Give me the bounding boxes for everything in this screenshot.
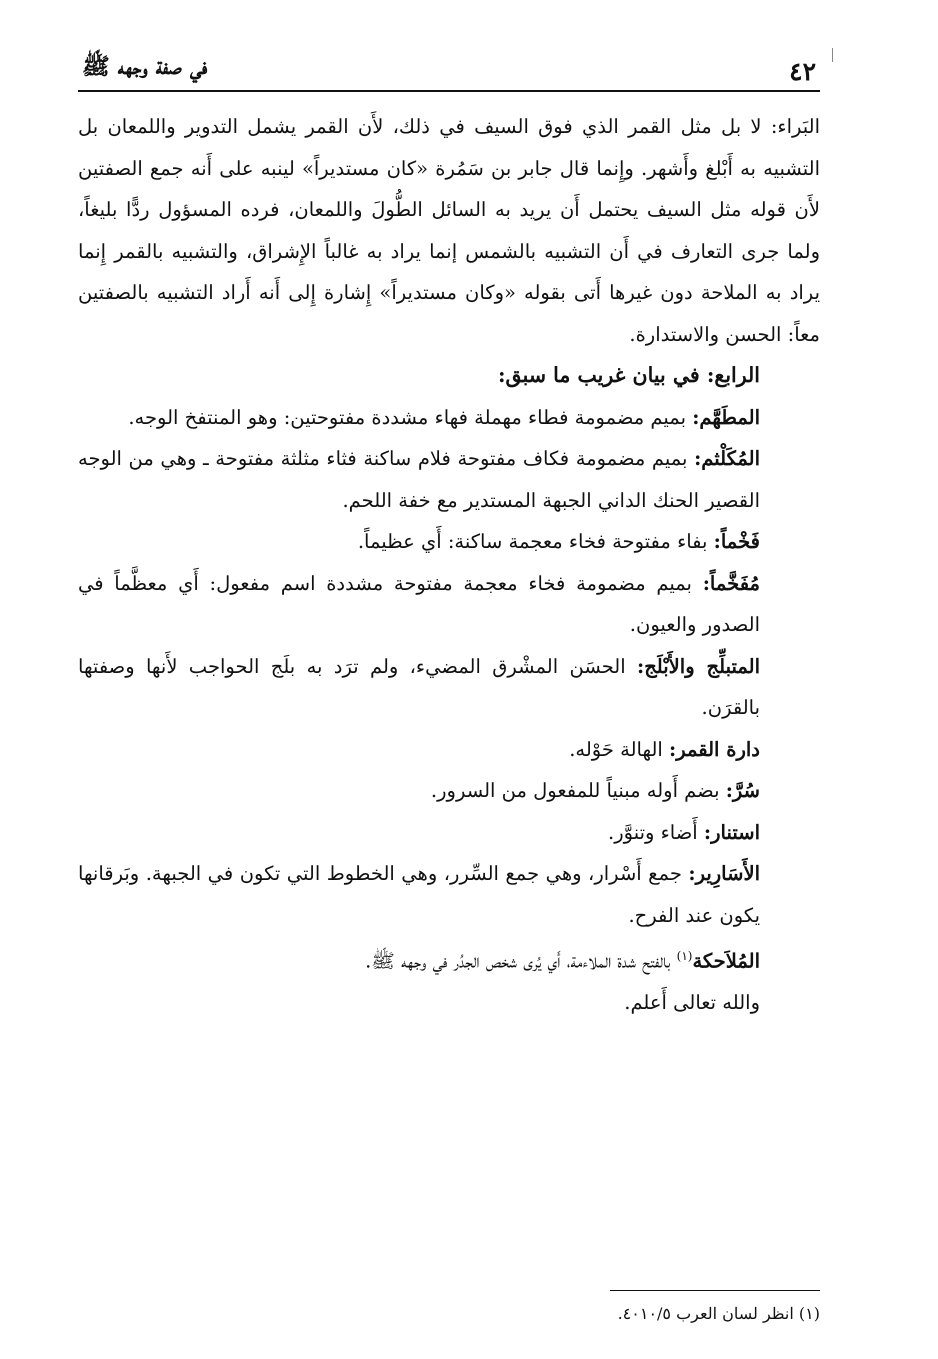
definition-term: المتبلِّج والأَبْلَج: — [637, 654, 760, 678]
definition-mutabalij — [78, 646, 820, 729]
definition-darat-al-qamar — [78, 729, 820, 771]
footnote-area — [78, 1290, 820, 1325]
running-title: في صفة وجهه ﷺ — [82, 53, 208, 80]
definition-term: استنار: — [703, 820, 760, 844]
body-text — [78, 106, 820, 1024]
definition-mufakham — [78, 563, 820, 646]
paragraph-text: البَراء: لا بل مثل القمر الذي فوق السيف في ذلك، لأَن القمر يشمل التدوير واللمعان بل التشبيه به أَبْلغ وأَشهر. وإِنما قال جابر بن سَمُرة «كان مستديراً» لينبه على أَنه جمع الصفتين لأَن قوله مثل السيف يحتمل أَن يريد به السائل الطُّولَ واللمعان، فرده المسؤول ردًّا بليغاً، ولما جرى التعارف في أَن التشبيه بالشمس إنما يراد به غالباً الإِشراق، والتشبيه بالقمر إِنما يراد به الملاحة دون غيرها أَتى بقوله «وكان مستديراً» إِشارة إِلى أَنه أَراد التشبيه بالصفتين معاً: الحسن والاستدارة. — [78, 115, 820, 346]
book-page — [78, 40, 820, 1024]
definition-text: بفاء مفتوحة فخاء معجمة ساكنة: أَي عظيماً. — [357, 530, 714, 553]
paragraph-continuation — [78, 106, 820, 355]
definition-text: جمع أَسْرار، وهي جمع السِّرر، وهي الخطوط التي تكون في الجبهة. وبَرقانها يكون عند الفرح. — [78, 862, 760, 927]
definition-text: أَضاء وتنوَّر. — [608, 820, 704, 844]
section-heading: الرابع: في بيان غريب ما سبق: — [497, 363, 760, 387]
definition-text: بميم مضمومة فخاء معجمة مفتوحة مشددة اسم مفعول: أَي معظَّماً في الصدور والعيون. — [78, 571, 760, 636]
closing-text: والله تعالى أَعلم. — [624, 991, 760, 1014]
definition-term: المُلاَحكة — [692, 949, 760, 973]
definition-text: بضم أَوله مبنياً للمفعول من السرور. — [430, 779, 726, 802]
footnote-text: (١) انظر لسان العرب ٤٠١٠/٥. — [617, 1304, 820, 1323]
definition-text: بميم مضمومة فكاف مفتوحة فلام ساكنة فثاء مثلثة مفتوحة ـ وهي من الوجه القصير الحنك الداني الجبهة المستدير مع خفة اللحم. — [78, 447, 760, 512]
definition-term: فَخْماً: — [713, 530, 760, 553]
footnote-reference[interactable]: (١) — [676, 949, 693, 963]
definition-text: الحسَن المشْرق المضيء، ولم ترَد به بلَج الحواجب لأَنها وصفتها بالقرَن. — [78, 654, 760, 719]
page-number: ٤٢ — [789, 57, 816, 86]
page-edge-mark — [832, 48, 833, 62]
definition-mukalthaam — [78, 438, 820, 521]
definition-term: سُرَّ: — [725, 779, 760, 802]
definition-mulahaka — [78, 936, 820, 982]
footnote-divider — [610, 1290, 820, 1291]
definition-term: المُكَلْثم: — [694, 447, 760, 470]
definition-fakhm — [78, 521, 820, 563]
definition-term: دارة القمر: — [669, 737, 760, 761]
definition-mutahham — [78, 397, 820, 439]
definition-istanara — [78, 812, 820, 854]
definition-asarir — [78, 853, 820, 936]
page-header — [78, 40, 820, 92]
definition-surra — [78, 770, 820, 812]
definition-text: بالفتح شدة الملاءمة، أَي يُرى شخص الجدُر في وجهه ﷺ. — [365, 949, 677, 973]
definition-term: المطَهَّم: — [692, 405, 760, 429]
definition-text: الهالة حَوْله. — [569, 737, 670, 761]
definition-term: مُفَخَّماً: — [702, 571, 760, 595]
definition-text: بميم مضمومة فطاء مهملة فهاء مشددة مفتوحتين: وهو المنتفخ الوجه. — [128, 405, 693, 429]
definition-term: الأَسَارِير: — [688, 862, 760, 885]
closing-line — [78, 982, 820, 1024]
